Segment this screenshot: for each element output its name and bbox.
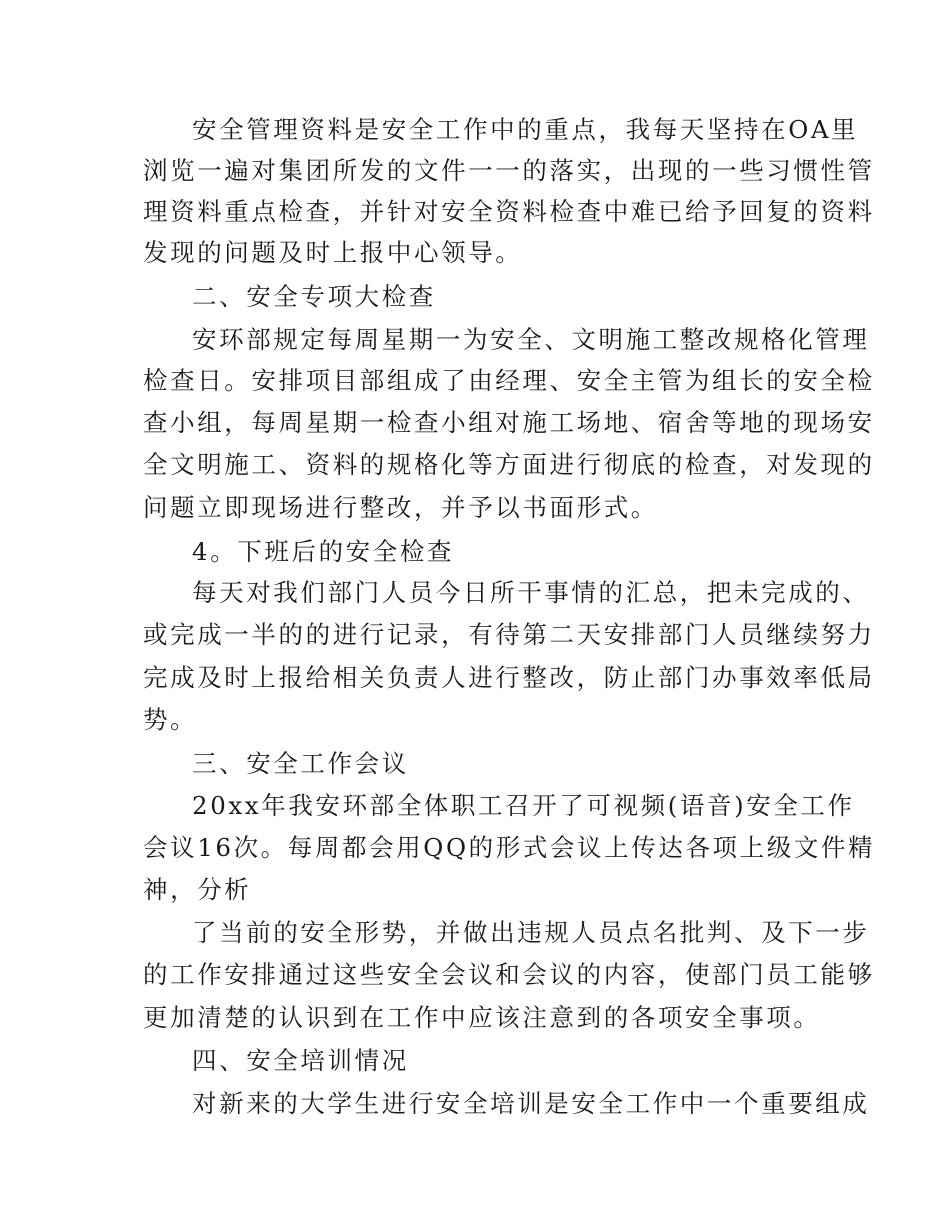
paragraph-line: 全文明施工、资料的规格化等方面进行彻底的检查，对发现的 bbox=[143, 450, 875, 479]
paragraph-line: 查小组，每周星期一检查小组对施工场地、宿舍等地的现场安 bbox=[143, 408, 875, 437]
section-heading: 4。下班后的安全检查 bbox=[192, 537, 455, 566]
section-heading: 四、安全培训情况 bbox=[192, 1046, 409, 1075]
paragraph-line: 更加清楚的认识到在工作中应该注意到的各项安全事项。 bbox=[143, 1003, 821, 1032]
paragraph-line: 安环部规定每周星期一为安全、文明施工整改规格化管理 bbox=[192, 325, 870, 354]
paragraph-line: 发现的问题及时上报中心领导。 bbox=[143, 238, 523, 267]
paragraph-line: 理资料重点检查，并针对安全资料检查中难已给予回复的资料 bbox=[143, 197, 875, 226]
paragraph-line: 的工作安排通过这些安全会议和会议的内容，使部门员工能够 bbox=[143, 960, 875, 989]
paragraph-line: 检查日。安排项目部组成了由经理、安全主管为组长的安全检 bbox=[143, 366, 875, 395]
paragraph-line: 浏览一遍对集团所发的文件一一的落实，出现的一些习惯性管 bbox=[143, 156, 875, 185]
section-heading: 二、安全专项大检查 bbox=[192, 282, 436, 311]
paragraph-line: 问题立即现场进行整改，并予以书面形式。 bbox=[143, 493, 658, 522]
paragraph-line: 了当前的安全形势，并做出违规人员点名批判、及下一步 bbox=[192, 918, 870, 947]
paragraph-line: 或完成一半的的进行记录，有待第二天安排部门人员继续努力 bbox=[143, 620, 875, 649]
paragraph-line: 对新来的大学生进行安全培训是安全工作中一个重要组成 bbox=[192, 1089, 870, 1118]
paragraph-line: 20xx年我安环部全体职工召开了可视频(语音)安全工作 bbox=[192, 791, 855, 820]
paragraph-line: 神，分析 bbox=[143, 875, 252, 904]
paragraph-line: 每天对我们部门人员今日所干事情的汇总，把未完成的、 bbox=[192, 578, 870, 607]
paragraph-line: 安全管理资料是安全工作中的重点，我每天坚持在OA里 bbox=[192, 115, 859, 144]
paragraph-line: 会议16次。每周都会用QQ的形式会议上传达各项上级文件精 bbox=[143, 833, 876, 862]
paragraph-line: 完成及时上报给相关负责人进行整改，防止部门办事效率低局 bbox=[143, 663, 875, 692]
paragraph-line: 势。 bbox=[143, 705, 198, 734]
section-heading: 三、安全工作会议 bbox=[192, 749, 409, 778]
